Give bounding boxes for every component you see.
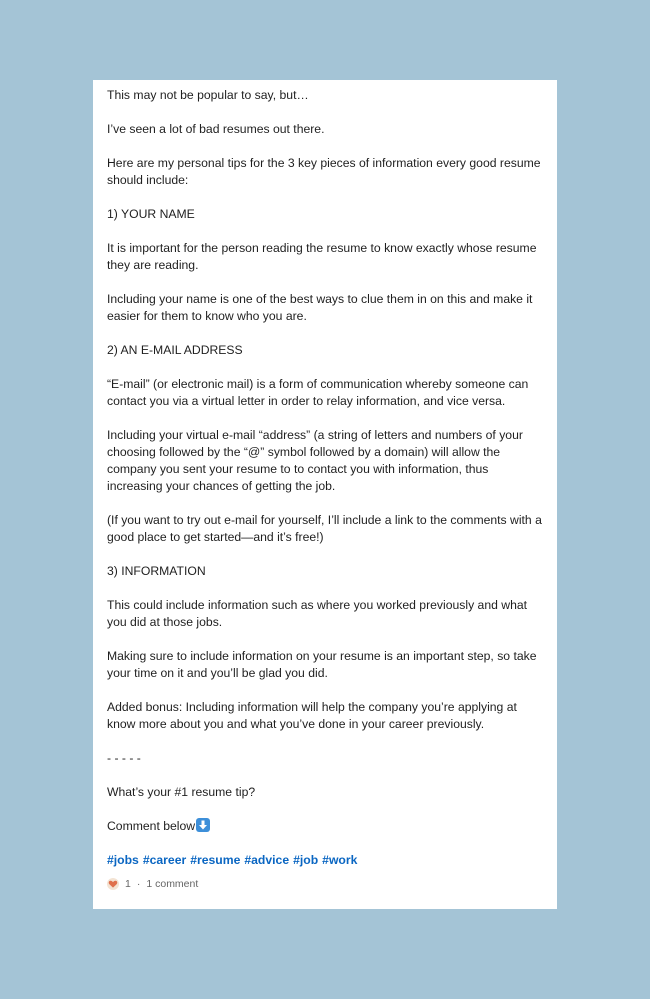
hashtag-link[interactable]: #work — [322, 853, 358, 867]
post-card — [93, 80, 557, 909]
post-paragraph: This may not be popular to say, but… — [107, 88, 309, 102]
hashtag-link[interactable]: #advice — [244, 853, 290, 867]
post-paragraph: Added bonus: Including information will help the company you’re applying at know more about you and what you’ve done in your career previously. — [107, 700, 517, 731]
hashtag-list — [107, 852, 543, 869]
post-paragraph: It is important for the person reading the resume to know exactly whose resume they are reading. — [107, 241, 537, 272]
call-to-action — [107, 818, 543, 835]
post-paragraph: Including your virtual e-mail “address” (a string of letters and numbers of your choosing followed by the “@” symbol followed by a domain) will allow the company you sent your resume to to contact you with information, thus increasing your chances of getting the job. — [107, 428, 523, 493]
post-paragraph: Here are my personal tips for the 3 key pieces of information every good resume should include: — [107, 156, 541, 187]
hashtag-link[interactable]: #job — [293, 853, 319, 867]
social-counts — [107, 877, 543, 891]
section-heading-name: 1) YOUR NAME — [107, 207, 195, 221]
hashtag-link[interactable]: #career — [142, 853, 187, 867]
separator-dot: · — [136, 878, 141, 890]
post-paragraph: (If you want to try out e-mail for yourself, I’ll include a link to the comments with a good place to get started—and it’s free!) — [107, 513, 542, 544]
hashtag-link[interactable]: #jobs — [107, 853, 139, 867]
reaction-count[interactable]: 1 — [125, 878, 131, 890]
cta-text: Comment below — [107, 819, 196, 833]
hashtag-link[interactable]: #resume — [190, 853, 241, 867]
heart-reaction-icon[interactable] — [107, 878, 119, 890]
divider-text: - - - - - — [107, 751, 141, 765]
post-paragraph: This could include information such as where you worked previously and what you did at those jobs. — [107, 598, 528, 629]
post-paragraph: “E-mail” (or electronic mail) is a form of communication whereby someone can contact you via a virtual letter in order to relay information, and vice versa. — [107, 377, 529, 408]
question-text: What’s your #1 resume tip? — [107, 785, 256, 799]
post-paragraph: Making sure to include information on your resume is an important step, so take your time on it and you’ll be glad you did. — [107, 649, 537, 680]
down-arrow-emoji-icon — [196, 818, 210, 832]
post-paragraph: Including your name is one of the best ways to clue them in on this and make it easier for them to know who you are. — [107, 292, 533, 323]
comment-count-link[interactable]: 1 comment — [146, 878, 199, 890]
section-heading-email: 2) AN E-MAIL ADDRESS — [107, 343, 243, 357]
post-paragraph: I’ve seen a lot of bad resumes out there. — [107, 122, 325, 136]
section-heading-information: 3) INFORMATION — [107, 564, 206, 578]
